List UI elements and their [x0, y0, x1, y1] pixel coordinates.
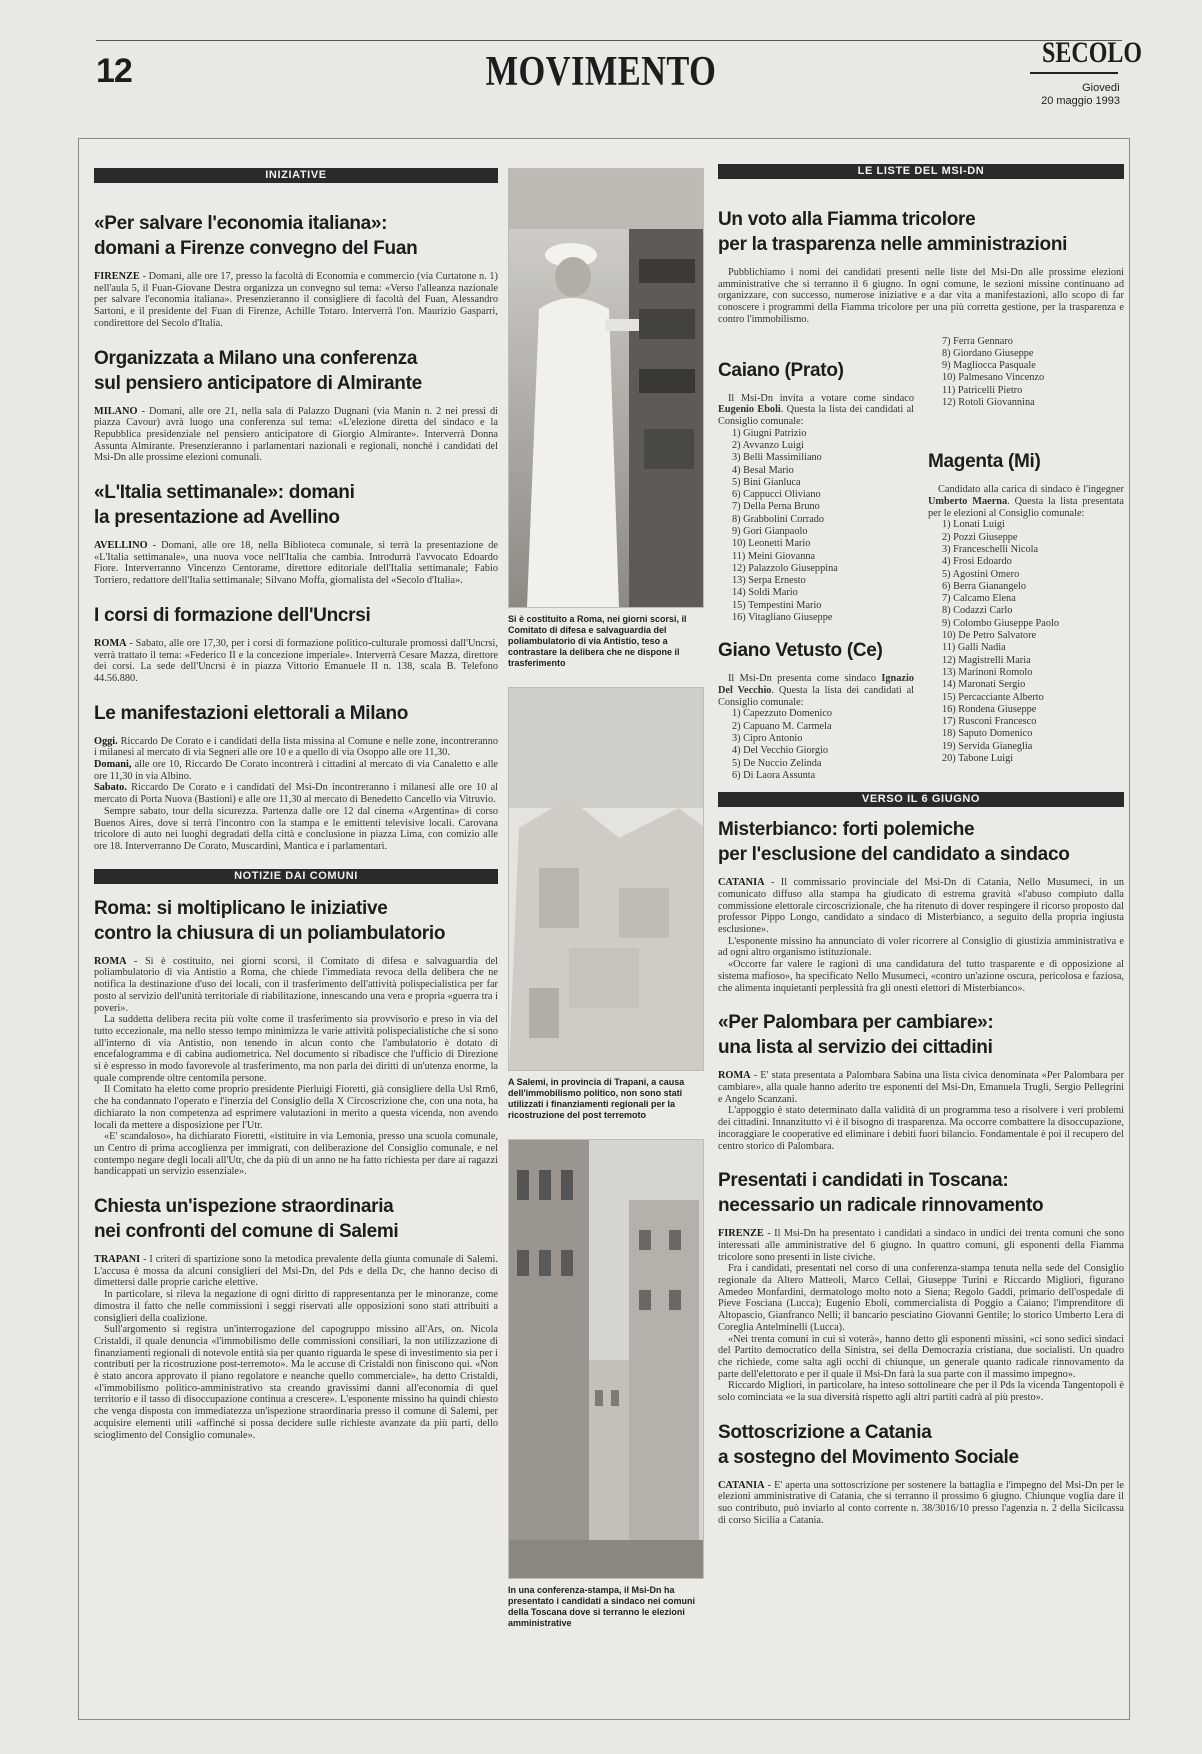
issue-date: 20 maggio 1993	[1041, 95, 1120, 107]
intro-text: Il Msi-Dn presenta come sindaco	[728, 673, 882, 685]
dateline: TRAPANI	[94, 1254, 141, 1266]
candidate-item: 16) Vitagliano Giuseppe	[732, 612, 833, 624]
candidate-item: 1) Giugni Patrizio	[732, 427, 807, 439]
intro-text: Candidato alla carica di sindaco è l'ingegner	[938, 484, 1124, 496]
article-catania	[718, 1420, 1124, 1527]
article-uncrsi	[94, 603, 498, 685]
candidate-item: 15) Percacciante Alberto	[942, 691, 1044, 703]
article-headline	[94, 1194, 498, 1244]
section-bar-iniziative: INIZIATIVE	[94, 168, 498, 183]
article-headline	[94, 896, 498, 946]
candidate-item: 10) Leonetti Mario	[732, 538, 811, 550]
candidate-item: 2) Pozzi Giuseppe	[942, 531, 1018, 543]
article-body	[94, 406, 498, 465]
article-body	[718, 877, 1124, 994]
article-fiamma	[718, 207, 1124, 326]
candidate-lists	[718, 336, 1124, 783]
candidate-item: 9) Magliocca Pasquale	[942, 360, 1036, 372]
intro-text: . Questa la lista dei candidati al Consiglio comunale:	[718, 685, 915, 708]
article-text: - Sabato, alle ore 17,30, per i corsi di formazione politico-culturale promossi dall'Uncrsi, verrà trattato il tema: «Federico II e la concezione imperiale». Interverrà Cesare Mazza, direttore dei corsi. La sede dell'Uncrsi è in piazza Vittorio Emanuele II n. 138, scala B. Telefono 44.56.880.	[94, 637, 498, 684]
photo-column	[508, 168, 704, 1647]
list-intro	[718, 393, 914, 428]
headline-line: contro la chiusura di un poliambulatorio	[94, 922, 446, 944]
article-text: - Il Msi-Dn ha presentato i candidati a sindaco in undici dei trenta comuni che sono interessati alle amministrative del 6 giugno. In quattro comuni, gli esponenti della Fiamma tricolore sono presenti in liste civiche.	[718, 1228, 1124, 1263]
candidate-item: 12) Magistrelli Maria	[942, 654, 1031, 666]
headline-line: I corsi di formazione dell'Uncrsi	[94, 604, 371, 626]
top-rule	[96, 40, 1122, 41]
article-body	[718, 1070, 1124, 1152]
section-bar-notizie: NOTIZIE DAI COMUNI	[94, 869, 498, 884]
headline-line: la presentazione ad Avellino	[94, 507, 340, 529]
candidate-list-giano	[718, 708, 914, 782]
headline-line: a sostegno del Movimento Sociale	[718, 1446, 1019, 1468]
article-palombara	[718, 1010, 1124, 1152]
headline-line: Roma: si moltiplicano le iniziative	[94, 897, 388, 919]
article-text: Riccardo De Corato e i candidati della lista missina al Comune e nelle zone, incontreranno i milanesi al mercato di via Segneri alle ore 10 e a quello di via Osoppo alle ore 11,30.	[94, 735, 498, 759]
dateline: AVELLINO	[94, 540, 148, 552]
mayor-candidate: Eugenio Eboli	[718, 404, 781, 416]
list-title-giano: Giano Vetusto (Ce)	[718, 640, 883, 662]
photo-caption: In una conferenza-stampa, il Msi-Dn ha presentato i candidati a sindaco nei comuni della Toscana dove si terranno le elezioni amministrative	[508, 1585, 696, 1628]
article-fuan	[94, 211, 498, 330]
right-column	[718, 164, 1124, 1543]
headline-line: Misterbianco: forti polemiche	[718, 819, 975, 841]
article-text: Pubblichiamo i nomi dei candidati presenti nelle liste del Msi-Dn alle prossime elezioni amministrative che si terranno il 6 giugno. In ogni comune, le sezioni missine continuano ad organizzare, con successo, numerose iniziative e a dar vita a manifestazioni, allo scopo di far conoscere i programmi della Fiamma tricolore per una più corretta gestione, per la trasparenza e contro l'immobilismo.	[718, 267, 1124, 325]
article-body	[718, 1480, 1124, 1527]
candidate-item: 6) Berra Gianangelo	[942, 580, 1027, 592]
article-text: «Occorre far valere le ragioni di una candidatura del tutto trasparente e di opposizione al sistema mafioso», ha specificato Nello Musumeci, «contro un'azione oscura, pericolosa e faziosa, che alimenta inquietanti perplessità fra gli onesti elettori di Misterbianco».	[718, 959, 1124, 994]
headline-line: «Per Palombara per cambiare»:	[718, 1012, 994, 1034]
candidate-item: 1) Capezzuto Domenico	[732, 708, 833, 720]
list-title-magenta: Magenta (Mi)	[928, 451, 1041, 473]
headline-line: Chiesta un'ispezione straordinaria	[94, 1196, 394, 1218]
article-poliambulatorio	[94, 896, 498, 1178]
headline-line: Organizzata a Milano una conferenza	[94, 347, 418, 369]
dateline: MILANO	[94, 405, 138, 417]
candidate-item: 10) De Petro Salvatore	[942, 630, 1037, 642]
photo-caption: Si è costituito a Roma, nei giorni scorsi, il Comitato di difesa e salvaguardia del poliambulatorio di via Antistio, teso a contrastare la delibera che ne dispone il trasferimento	[508, 614, 687, 668]
page-number: 12	[96, 52, 132, 90]
headline-line: Le manifestazioni elettorali a Milano	[94, 702, 409, 724]
mayor-candidate: Ignazio Del Vecchio	[718, 673, 914, 697]
section-title: MOVIMENTO	[485, 49, 717, 95]
dateline: FIRENZE	[718, 1228, 764, 1240]
intro-text: . Questa la lista dei candidati al Consiglio comunale:	[718, 404, 914, 427]
candidate-item: 4) Frosi Edoardo	[942, 556, 1012, 568]
dateline: FIRENZE	[94, 271, 140, 282]
article-text: - Domani, alle ore 21, nella sala di Palazzo Dugnani (via Manin n. 2 nei pressi di piazza Cavour) avrà luogo una conferenza sul tema: «L'elezione diretta del sindaco e la Repubblica presidenziale nel pensiero anticipatore di Giorgio Almirante». Interverrà Donna Assunta Almirante. Presenzieranno i parlamentari nazionali e regionali, nonché i candidati del Msi-Dn alle prossime elezioni comunali.	[94, 405, 498, 464]
article-headline	[94, 211, 498, 261]
article-text: L'esponente missino ha annunciato di voler ricorrere al Consiglio di giustizia amministrativa e ad ogni altro organismo istituzionale.	[718, 935, 1124, 959]
candidate-item: 5) Agostini Omero	[942, 568, 1020, 580]
candidate-item: 10) Palmesano Vincenzo	[942, 372, 1045, 384]
candidate-item: 14) Maronati Sergio	[942, 679, 1026, 691]
candidate-item: 3) Cipro Antonio	[732, 733, 803, 745]
article-text: Il Comitato ha eletto come proprio presidente Pierluigi Fioretti, già consigliere della Usl Rm6, che ha condannato l'operato e l'inerzia del Consiglio della X Circoscrizione che, con una nota, ha dichiarato la non competenza ad esprimere valutazioni in merito a questa vicenda, non avendo locali da mettere a disposizione per l'Utr.	[94, 1084, 498, 1131]
candidate-item: 7) Calcamo Elena	[942, 593, 1016, 605]
article-text: - Domani, alle ore 17, presso la facoltà di Economia e commercio (via Curtatone n. 1) nell'aula 5, il Fuan-Giovane Destra organizza un convegno sul tema: «Verso l'alleanza nazionale per salvare l'economia italiana». Presenzieranno il consigliere di facoltà del Fuan, Alessandro Sartoni, e il presidente del Fuan di Firenze, Achille Totaro. Interverrà l'on. Maurizio Gasparri, condirettore del Secolo d'Italia.	[94, 271, 498, 329]
article-body	[718, 267, 1124, 326]
article-text: «E' scandaloso», ha dichiarato Fioretti, «istituire in via Lemonia, presso una scuola comunale, un Centro di prima accoglienza per immigrati, con deliberazione del Consiglio comunale, e nel contempo negare degli locali all'Utr, che da più di un anno ne ha fatto richiesta per dare ai ragazzi handicappati un servizio essenziale».	[94, 1131, 498, 1178]
left-column	[94, 168, 498, 1457]
headline-line: «Per salvare l'economia italiana»:	[94, 213, 388, 234]
article-text: - E' aperta una sottoscrizione per sostenere la battaglia e l'impegno del Msi-Dn per le elezioni amministrative di Catania, che si terranno il prossimo 6 giugno. Chiunque voglia dare il suo contributo, può inviarlo al conto corrente n. 38/3016/10 presso l'agenzia n. 2 della Sicilcassa di corso Sicilia a Catania.	[718, 1479, 1124, 1526]
masthead-logo: SECOLO	[1042, 36, 1143, 69]
candidate-item: 12) Palazzolo Giuseppina	[732, 562, 838, 574]
dateline: ROMA	[718, 1070, 751, 1082]
article-salemi	[94, 1194, 498, 1441]
page-header	[0, 0, 1202, 150]
article-body	[94, 271, 498, 330]
article-body	[94, 1254, 498, 1441]
candidate-item: 20) Tabone Luigi	[942, 753, 1014, 765]
intro-text: . Questa la lista presentata per le elezioni al Consiglio comunale:	[928, 496, 1124, 519]
candidate-item: 4) Del Vecchio Giorgio	[732, 745, 828, 757]
photo-nurse-image	[509, 169, 704, 607]
list-intro	[718, 673, 914, 708]
article-text: La suddetta delibera recita più volte come il trasferimento sia provvisorio e preso in via del tutto eccezionale, ma nello stesso tempo minimizza le varie attività polispecialistiche che si sono all'interno di via Antistio, non tenendo in alcun conto che l'ambulatorio è dotato di encefalogramma e di cabina audiometrica. Nel documento si ribadisce che l'ufficio di Direzione si è espresso in modo favorevole al trasferimento, ma non parla dei diritti di un'utenza enorme, la quale comprende oltre centomila persone.	[94, 1014, 498, 1084]
headline-line: nei confronti del comune di Salemi	[94, 1221, 399, 1243]
article-text: Riccardo De Corato e i candidati del Msi-Dn incontreranno i milanesi alle ore 10 al mercato di Porta Nuova (Bastioni) e alle ore 11,30 al mercato di Benedetto Cancello via Vitruvio.	[94, 782, 498, 806]
candidate-item: 9) Gori Gianpaolo	[732, 526, 808, 537]
dateline: CATANIA	[718, 1479, 765, 1491]
candidate-list-column-1	[718, 336, 914, 783]
candidate-item: 17) Rusconi Francesco	[942, 716, 1037, 728]
candidate-item: 6) Cappucci Oliviano	[732, 489, 821, 501]
section-bar-liste: LE LISTE DEL MSI-DN	[718, 164, 1124, 179]
article-text: Fra i candidati, presentati nel corso di una conferenza-stampa tenuta nella sede del Consiglio regionale da Altero Matteoli, Marco Cellai, Giuseppe Turini e Riccardo Migliori, figurano Amedeo Monfardini, dermatologo molto noto a Siena; Regolo Gaddi, primario dell'ospedale di Pieve Fosciana (Lucca); Eugenio Eboli, commercialista di Poggio a Caiano; l'imprenditore di Altopascio, Gianfranco Nelli; il bancario pesciatino Giovanni Gentile; lo storico Umberto Lera di Coreglia Antelminelli (Lucca).	[718, 1263, 1124, 1333]
article-text: - Il commissario provinciale del Msi-Dn di Catania, Nello Musumeci, in un comunicato diffuso alla stampa ha giudicato di estrema gravità «l'abuso compiuto dalla commissione elettorale circoscrizionale, che ha ritenuto di dover respingere il ricorso proposto dal professor Pippo Longo, candidato a sindaco di Misterbianco, a seguito della propria ingiusta esclusione».	[718, 877, 1124, 936]
photo-nurse	[508, 168, 704, 608]
article-milano-manifestazioni	[94, 701, 498, 853]
paragraph-lead: Oggi.	[94, 735, 118, 747]
candidate-item: 19) Servida Gianeglia	[942, 740, 1033, 752]
mayor-candidate: Umberto Maerna	[928, 496, 1008, 507]
article-headline	[718, 207, 1124, 257]
candidate-list-caiano	[718, 428, 914, 625]
article-text: L'appoggio è stato determinato dalla validità di un programma teso a risolvere i veri problemi dei cittadini. Innanzitutto vi è il bisogno di trasparenza. Ma occorre combattere la disoccupazione, incoraggiare le cooperative ed eliminare i debiti fuori bilancio. Fondamentale è poi il recupero del centro storico di Palombara.	[718, 1105, 1124, 1152]
dateline: CATANIA	[718, 877, 765, 889]
candidate-item: 8) Codazzi Carlo	[942, 605, 1013, 617]
candidate-item: 7) Ferra Gennaro	[942, 335, 1013, 347]
candidate-item: 5) Bini Gianluca	[732, 476, 801, 488]
candidate-item: 14) Soldi Mario	[732, 587, 798, 599]
article-almirante	[94, 346, 498, 465]
headline-line: per l'esclusione del candidato a sindaco	[718, 844, 1070, 866]
article-text: - Domani, alle ore 18, nella Biblioteca comunale, si terrà la presentazione de «L'Italia settimanale», una nuova voce nell'Italia che cambia. Introdurrà l'avvocato Edoardo Fiore. Interverranno Vincenzo Centorame, direttore editoriale dell'Italia settimanale; Fabio Torriero, redattore dell'Italia settimanale; Silvano Moffa, giornalista del «Secolo d'Italia».	[94, 540, 498, 587]
article-body	[94, 540, 498, 587]
list-title-caiano: Caiano (Prato)	[718, 359, 844, 381]
candidate-item: 18) Saputo Domenico	[942, 728, 1033, 740]
paragraph-lead: Domani,	[94, 759, 132, 771]
article-body	[94, 638, 498, 685]
article-headline	[718, 1420, 1124, 1470]
article-text: Sull'argomento si registra un'interrogazione del capogruppo missino all'Ars, on. Nicola Cristaldi, il quale denuncia «l'immobilismo delle commissioni consiliari, la non utilizzazione di finanziamenti regionali di notevole entità sia per quanto riguarda le spese di investimento sia per i contributi per la ricostruzione post-terremoto». Ma le accuse di Cristaldi non finiscono qui. «Non è stato ancora approvato il piano regolatore e neanche quello commerciale», ha detto Cristaldi, «l'immobilismo politico-amministrativo sta creando gravissimi danni all'economia di quel territorio e il tasso di disoccupazione continua a crescere». L'esponente missino ha quindi chiesto che venga disposta con immediatezza un'ispezione straordinaria presso il comune di Salemi, per acquisire elementi utili «affinché si possa decidere sulle richieste avanzate da più parti, dello scioglimento del Consiglio comunale».	[94, 1324, 498, 1441]
article-text: - Si è costituito, nei giorni scorsi, il Comitato di difesa e salvaguardia del poliambulatorio di via Antistio a Roma, che chiede l'immediata revoca della delibera che ne notifica la destinazione d'uso dei locali, con il trasferimento dell'attività polispecialistica per far posto al servizio dell'unità territoriale di riabilitazione, innescando una vera e propria «guerra tra i poveri».	[94, 955, 498, 1014]
list-intro	[928, 484, 1124, 519]
issue-day: Giovedì	[1082, 82, 1120, 94]
photo-caption: A Salemi, in provincia di Trapani, a causa dell'immobilismo politico, non sono stati utilizzati i finanziamenti regionali per la ricostruzione del post terremoto	[508, 1077, 685, 1120]
candidate-item: 7) Della Perna Bruno	[732, 501, 820, 513]
candidate-item: 2) Capuano M. Carmela	[732, 720, 832, 732]
article-body	[718, 1228, 1124, 1404]
photo-toscana-image	[509, 1140, 704, 1578]
article-text: Riccardo Migliori, in particolare, ha inteso sottolineare che per il Pds la vicenda Tangentopoli è solo cominciata «e la sua diversità rispetto agli altri partiti cadrà al più presto».	[718, 1380, 1124, 1404]
dateline: ROMA	[94, 955, 127, 967]
article-headline	[94, 603, 498, 628]
candidate-item: 11) Meini Giovanna	[732, 550, 816, 562]
headline-line: Un voto alla Fiamma tricolore	[718, 209, 976, 230]
candidate-item: 8) Giordano Giuseppe	[942, 347, 1034, 359]
candidate-item: 11) Patricelli Pietro	[942, 384, 1023, 396]
photo-toscana	[508, 1139, 704, 1579]
article-headline	[94, 701, 498, 726]
article-text: alle ore 10, Riccardo De Corato incontrerà i cittadini al mercato di via Canaletto e alle ore 11,30 in via Albino.	[94, 759, 498, 782]
article-headline	[718, 1010, 1124, 1060]
headline-line: necessario un radicale rinnovamento	[718, 1195, 1044, 1217]
masthead-rule	[1030, 72, 1118, 74]
candidate-item: 15) Tempestini Mario	[732, 599, 822, 611]
section-bar-verso: VERSO IL 6 GIUGNO	[718, 792, 1124, 807]
headline-line: una lista al servizio dei cittadini	[718, 1037, 993, 1059]
candidate-item: 3) Franceschelli Nicola	[942, 544, 1039, 555]
article-headline	[94, 346, 498, 396]
candidate-item: 5) De Nuccio Zelinda	[732, 757, 822, 769]
intro-text: Il Msi-Dn invita a votare come sindaco	[728, 392, 914, 404]
headline-line: Sottoscrizione a Catania	[718, 1421, 932, 1443]
article-body	[94, 736, 498, 853]
candidate-item: 13) Marinoni Romolo	[942, 666, 1033, 678]
candidate-item: 6) Di Laora Assunta	[732, 769, 816, 781]
candidate-item: 12) Rotoli Giovannina	[942, 397, 1035, 408]
candidate-item: 4) Besal Mario	[732, 464, 794, 476]
candidate-item: 3) Belli Massimiliano	[732, 452, 822, 464]
article-avellino	[94, 480, 498, 587]
candidate-item: 13) Serpa Ernesto	[732, 575, 806, 587]
candidate-item: 9) Colombo Giuseppe Paolo	[942, 617, 1059, 629]
candidate-item: 1) Lonati Luigi	[942, 519, 1005, 531]
candidate-item: 16) Rondena Giuseppe	[942, 703, 1037, 715]
paragraph-lead: Sabato.	[94, 782, 127, 794]
headline-line: «L'Italia settimanale»: domani	[94, 482, 355, 504]
article-misterbianco	[718, 817, 1124, 994]
dateline: ROMA	[94, 637, 127, 649]
photo-salemi	[508, 687, 704, 1071]
article-headline	[718, 817, 1124, 867]
article-text: In particolare, si rileva la negazione di ogni diritto di rappresentanza per le minoranze, come dimostra il fatto che nelle commissioni i seggi riservati alle opposizioni sono stati attribuiti a consiglieri della coalizione.	[94, 1289, 498, 1324]
candidate-item: 11) Galli Nadia	[942, 642, 1006, 654]
article-text: - E' stata presentata a Palombara Sabina una lista civica denominata «Per Palombara per cambiare», alla quale hanno aderito tre esponenti del Msi-Dn, Emanuela Trugli, Sergio Pellegrini e Angelo Scanzani.	[718, 1070, 1124, 1105]
article-text: «Nei trenta comuni in cui si voterà», hanno detto gli esponenti missini, «ci sono sedici sindaci del Partito democratico della Sinistra, sei della Democrazia cristiana, due socialisti. Un quadro che richiede, come salta agli occhi di chiunque, un generale quanto radicale rinnovamento da parte dell'elettorato e per il quale il Msi-Dn farà la sua parte con il massimo impegno».	[718, 1333, 1124, 1380]
article-headline	[94, 480, 498, 530]
article-body	[94, 956, 498, 1178]
headline-line: sul pensiero anticipatore di Almirante	[94, 372, 422, 394]
article-text: Sempre sabato, tour della sicurezza. Partenza dalle ore 12 dal cinema «Argentina» di corso Buenos Aires, dove si terrà l'incontro con la stampa e le emittenti televisive locali. Carovana tricolore di auto nei luoghi degradati della città e conclusione in piazza Lima, con comizio alle ore 18. Interverranno De Corato, Muscardini, Mantica e i parlamentari.	[94, 805, 498, 852]
photo-salemi-image	[509, 688, 704, 1070]
candidate-item: 2) Avvanzo Luigi	[732, 439, 804, 451]
candidate-list-magenta	[928, 519, 1124, 765]
headline-line: Presentati i candidati in Toscana:	[718, 1170, 1009, 1192]
article-text: - I criteri di spartizione sono la metodica prevalente della giunta comunale di Salemi. L'accusa è mossa da alcuni consiglieri del Msi-Dn, del Pds e della Dc, che hanno deciso di dimettersi dalle proprie cariche elettive.	[94, 1254, 498, 1289]
article-toscana	[718, 1168, 1124, 1404]
candidate-item: 8) Grabbolini Corrado	[732, 513, 825, 525]
candidate-list-continued	[928, 336, 1124, 410]
headline-line: per la trasparenza nelle amministrazioni	[718, 234, 1068, 255]
candidate-list-column-2	[928, 336, 1124, 783]
headline-line: domani a Firenze convegno del Fuan	[94, 238, 418, 259]
article-headline	[718, 1168, 1124, 1218]
